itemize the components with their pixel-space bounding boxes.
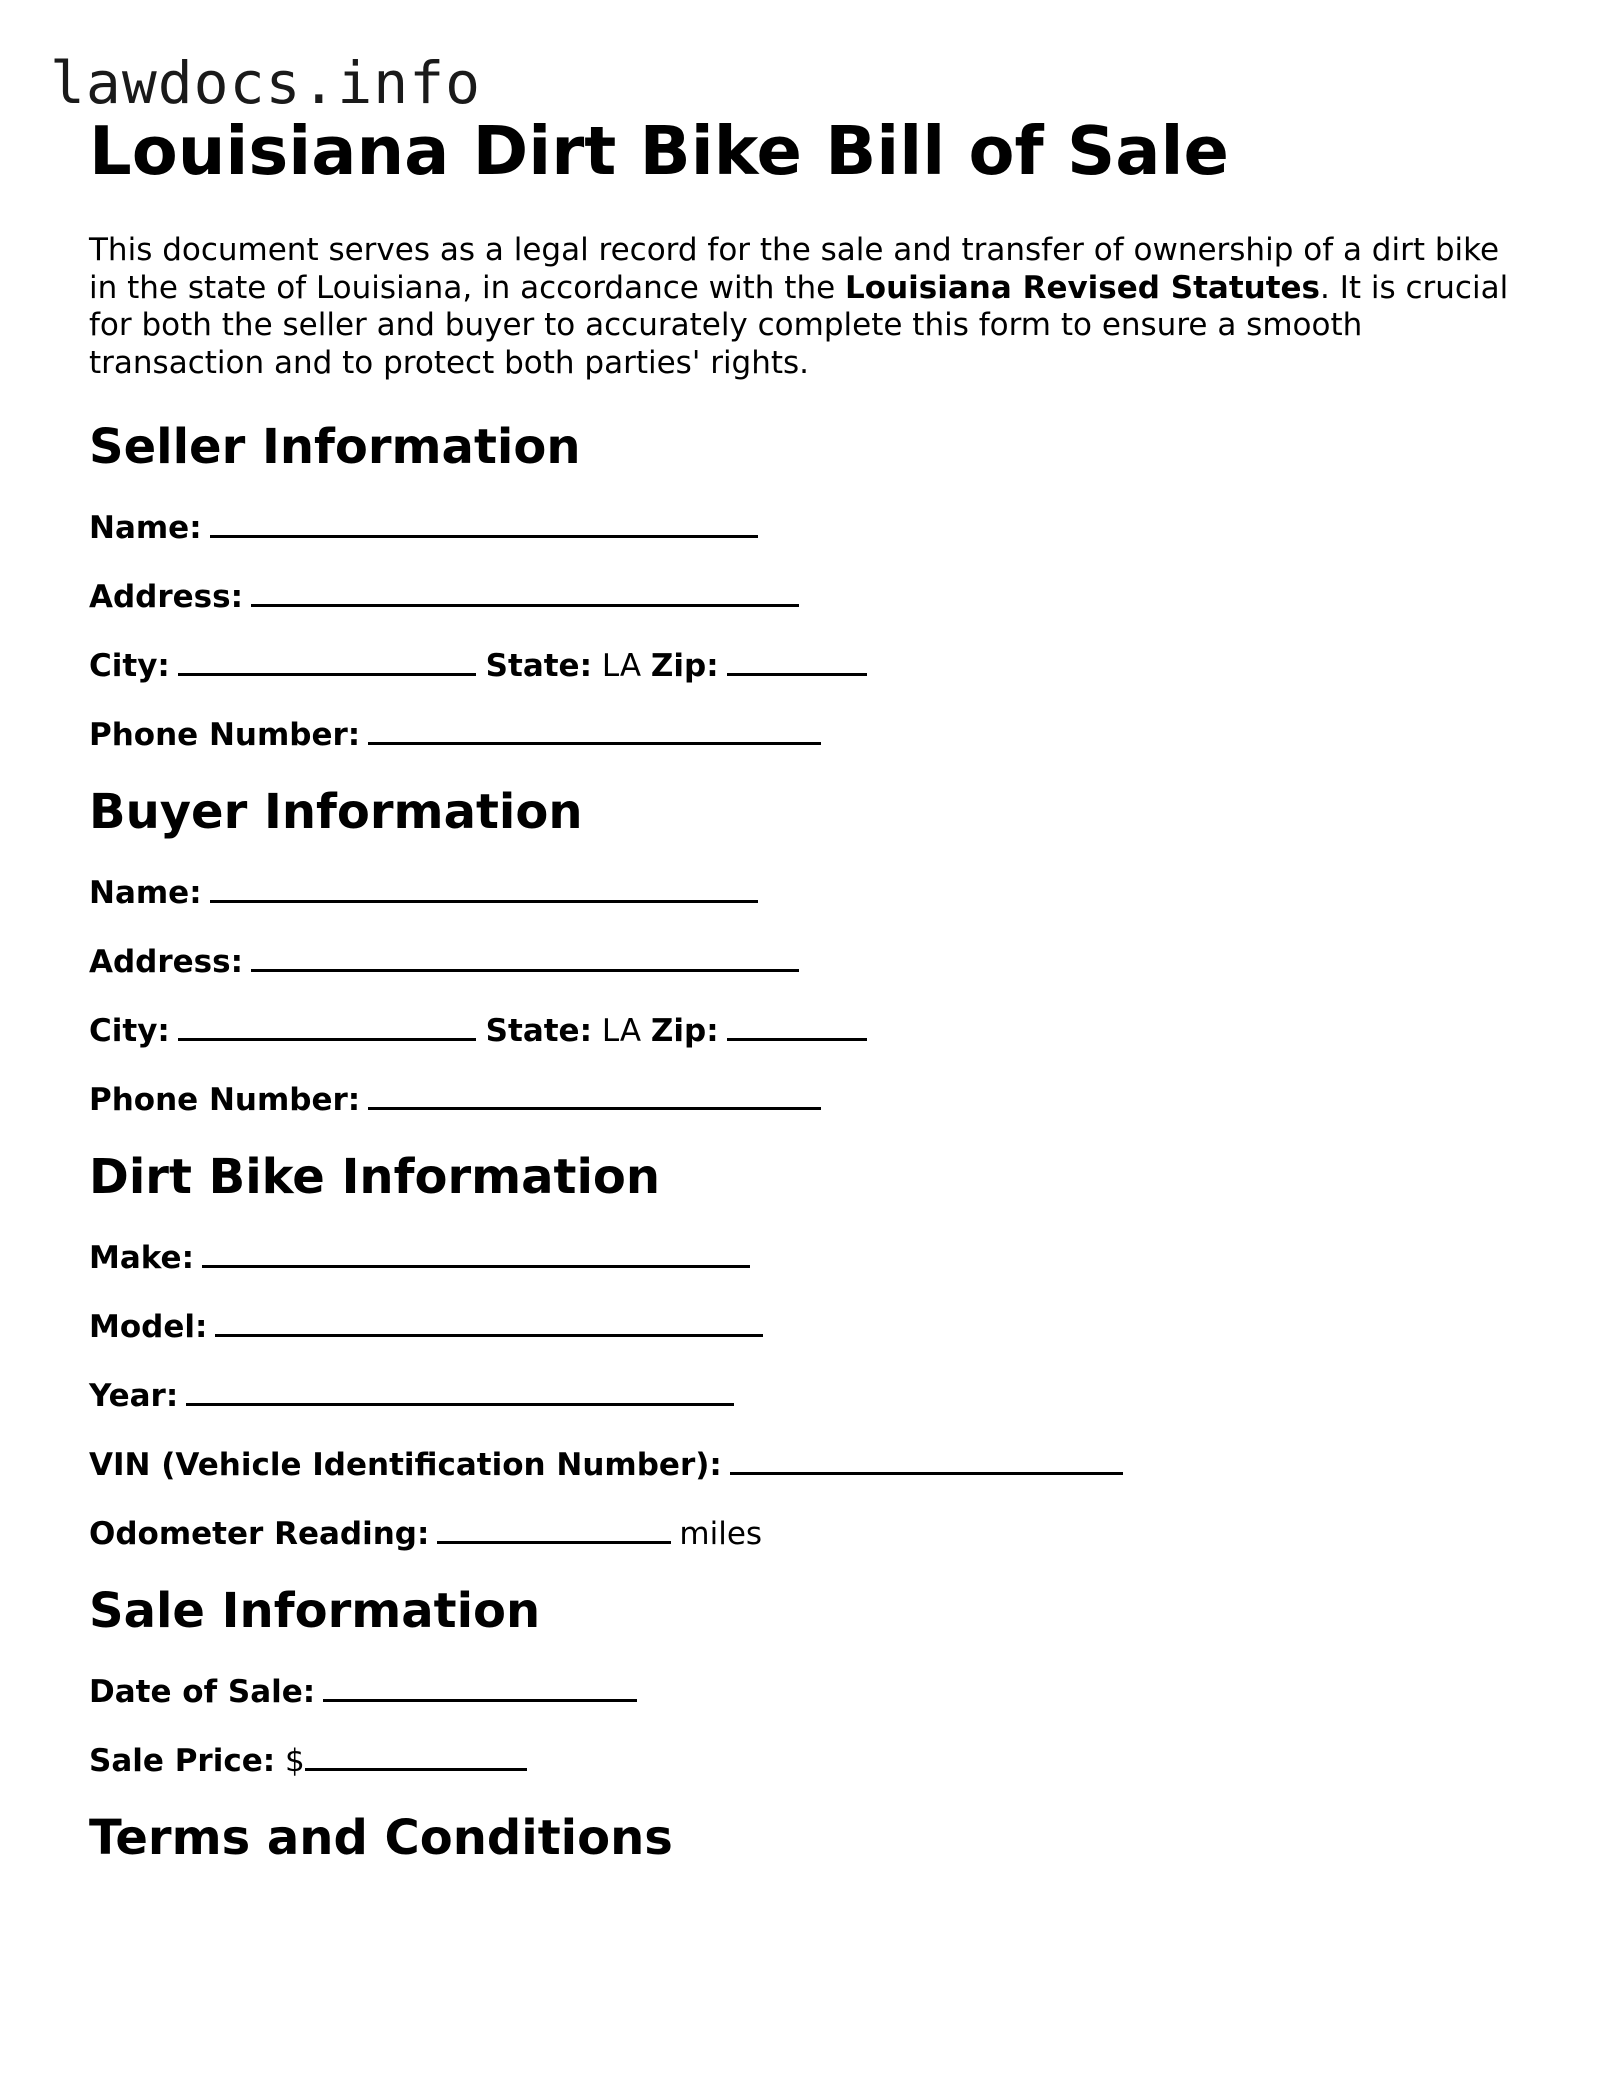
seller-state-label: State: xyxy=(485,648,592,684)
bike-make-input[interactable] xyxy=(202,1237,750,1268)
bike-vin-input[interactable] xyxy=(730,1444,1123,1475)
seller-zip-input[interactable] xyxy=(727,645,867,676)
seller-phone-label: Phone Number: xyxy=(89,717,361,753)
sale-price-input[interactable] xyxy=(305,1740,527,1771)
bike-odometer-field xyxy=(89,1513,1529,1551)
bike-year-label: Year: xyxy=(89,1378,179,1414)
seller-state-value: LA xyxy=(601,648,642,684)
sale-price-label: Sale Price: xyxy=(89,1743,276,1779)
bike-odometer-label: Odometer Reading: xyxy=(89,1516,430,1552)
terms-section xyxy=(89,1808,1529,1868)
bike-vin-field xyxy=(89,1444,1529,1482)
bike-vin-label: VIN (Vehicle Identification Number): xyxy=(89,1447,722,1483)
buyer-city-state-zip-field xyxy=(89,1010,1529,1048)
seller-address-label: Address: xyxy=(89,579,243,615)
seller-address-input[interactable] xyxy=(251,576,799,607)
intro-paragraph xyxy=(89,232,1519,382)
seller-zip-label: Zip: xyxy=(650,648,719,684)
seller-name-field xyxy=(89,507,1529,545)
buyer-name-field xyxy=(89,872,1529,910)
sale-heading: Sale Information xyxy=(89,1583,541,1639)
buyer-phone-label: Phone Number: xyxy=(89,1082,361,1118)
bike-make-field xyxy=(89,1237,1529,1275)
document-title: Louisiana Dirt Bike Bill of Sale xyxy=(89,112,1229,190)
sale-date-label: Date of Sale: xyxy=(89,1674,316,1710)
document-body xyxy=(89,110,1529,1868)
bike-model-label: Model: xyxy=(89,1309,208,1345)
sale-date-input[interactable] xyxy=(323,1671,637,1702)
buyer-name-input[interactable] xyxy=(210,872,758,903)
seller-city-input[interactable] xyxy=(178,645,476,676)
intro-statute-reference: Louisiana Revised Statutes xyxy=(845,269,1321,306)
buyer-city-input[interactable] xyxy=(178,1010,476,1041)
seller-name-label: Name: xyxy=(89,510,202,546)
buyer-address-field xyxy=(89,941,1529,979)
bike-make-label: Make: xyxy=(89,1240,194,1276)
bike-model-input[interactable] xyxy=(215,1306,763,1337)
buyer-state-label: State: xyxy=(485,1013,592,1049)
sale-price-currency: $ xyxy=(284,1743,305,1779)
buyer-phone-field xyxy=(89,1079,1529,1117)
buyer-heading: Buyer Information xyxy=(89,784,583,840)
bike-year-input[interactable] xyxy=(186,1375,734,1406)
buyer-name-label: Name: xyxy=(89,875,202,911)
seller-section xyxy=(89,417,1529,752)
buyer-city-label: City: xyxy=(89,1013,170,1049)
terms-heading: Terms and Conditions xyxy=(89,1810,673,1866)
bike-section xyxy=(89,1147,1529,1551)
bike-odometer-input[interactable] xyxy=(437,1513,671,1544)
sale-price-field xyxy=(89,1740,1529,1778)
sale-section xyxy=(89,1581,1529,1778)
buyer-phone-input[interactable] xyxy=(368,1079,821,1110)
seller-phone-field xyxy=(89,714,1529,752)
buyer-address-input[interactable] xyxy=(251,941,799,972)
seller-name-input[interactable] xyxy=(210,507,758,538)
buyer-state-value: LA xyxy=(601,1013,642,1049)
intro-text-start: This document serves as a legal record for the sale and transfer of ownership of a dirt bike in the state of Louisiana, in accordance with the xyxy=(89,232,1500,306)
bike-heading: Dirt Bike Information xyxy=(89,1149,661,1205)
sale-date-field xyxy=(89,1671,1529,1709)
intro-text-end: . It is crucial for both the seller and buyer to accurately complete this form to ensure a smooth transaction and to protect both parties' rights. xyxy=(89,269,1509,381)
seller-city-state-zip-field xyxy=(89,645,1529,683)
buyer-address-label: Address: xyxy=(89,944,243,980)
buyer-zip-label: Zip: xyxy=(650,1013,719,1049)
buyer-section xyxy=(89,782,1529,1117)
bike-model-field xyxy=(89,1306,1529,1344)
seller-heading: Seller Information xyxy=(89,419,581,475)
watermark-logo: lawdocs.info xyxy=(50,49,482,117)
bike-odometer-unit: miles xyxy=(679,1516,763,1552)
seller-address-field xyxy=(89,576,1529,614)
seller-city-label: City: xyxy=(89,648,170,684)
seller-phone-input[interactable] xyxy=(368,714,821,745)
buyer-zip-input[interactable] xyxy=(727,1010,867,1041)
bike-year-field xyxy=(89,1375,1529,1413)
